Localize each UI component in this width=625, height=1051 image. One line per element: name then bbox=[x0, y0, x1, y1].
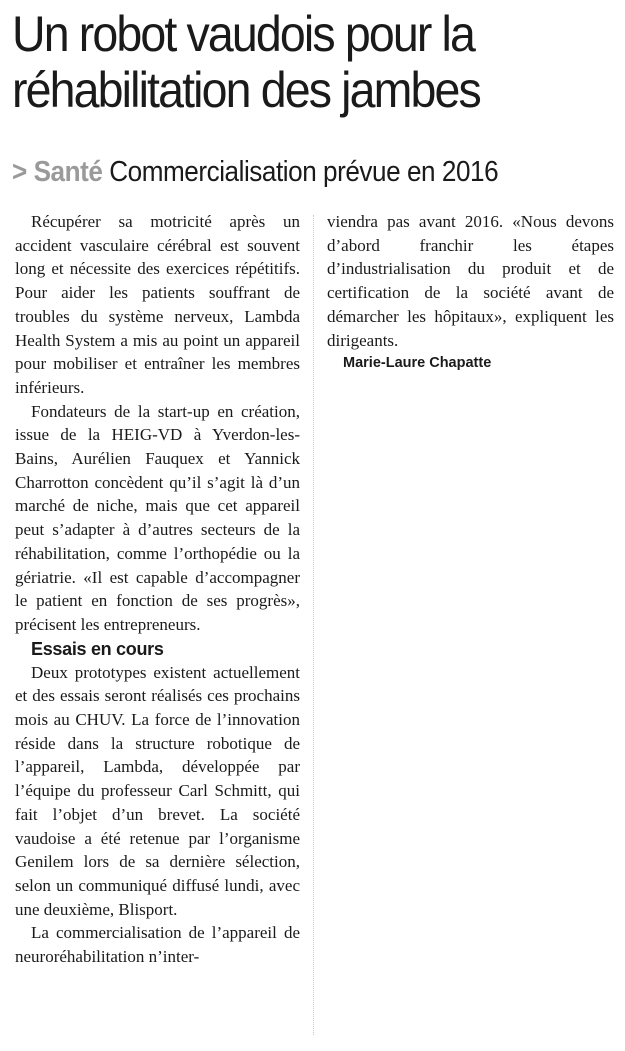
article-headline bbox=[12, 6, 575, 118]
subhead-text: Commercialisation prévue en 2016 bbox=[109, 156, 499, 188]
body-paragraph: Fondateurs de la start-up en création, issue de la HEIG-VD à Yverdon-les-Bains, Aurélien Fauquex et Yannick Charrotton concèdent qu’il s’agit là d’un marché de niche, mais que cet appareil peut s’adapter à d’autres secteurs de la réhabilitation, comme l’orthopédie ou la gériatrie. «Il est capable d’accompagner le patient en fonction de ses progrès», précisent les entrepreneurs. bbox=[15, 401, 300, 634]
section-heading: Essais en cours bbox=[31, 638, 164, 659]
headline-line-2: réhabilitation des jambes bbox=[12, 62, 480, 118]
body-paragraph: Récupérer sa motricité après un accident vasculaire cérébral est souvent long et nécessite des exercices répétitifs. Pour aider les patients souffrant de troubles du système nerveux, Lambda Health System a mis au point un appareil pour mobiliser et entraîner les membres inférieurs. bbox=[15, 212, 300, 397]
headline-line-1: Un robot vaudois pour la bbox=[12, 6, 475, 62]
body-paragraph: La commercialisation de l’appareil de neuroréhabilitation n’inter- bbox=[15, 923, 300, 967]
article-column-1 bbox=[15, 210, 300, 969]
body-paragraph: Deux prototypes existent actuellement et des essais seront réalisés ces prochains mois au CHUV. La force de l’innovation réside dans la structure robotique de l’appareil, Lambda, développée par l’équipe du professeur Carl Schmitt, qui fait l’objet d’un brevet. La société vaudoise a été retenue par l’organisme Genilem lors de sa dernière sélection, selon un communiqué diffusé lundi, avec une deuxième, Blisport. bbox=[15, 662, 300, 919]
article-column-2 bbox=[327, 210, 614, 375]
subhead-arrow: > bbox=[12, 156, 27, 188]
subhead-kicker: Santé bbox=[33, 156, 103, 188]
author-byline: Marie-Laure Chapatte bbox=[343, 355, 492, 372]
article-subhead bbox=[12, 152, 552, 192]
column-divider bbox=[313, 215, 314, 1035]
body-paragraph: viendra pas avant 2016. «Nous devons d’abord franchir les étapes d’industrialisation du produit et de certification de la société avant de démarcher les hôpitaux», expliquent les dirigeants. bbox=[327, 212, 614, 350]
